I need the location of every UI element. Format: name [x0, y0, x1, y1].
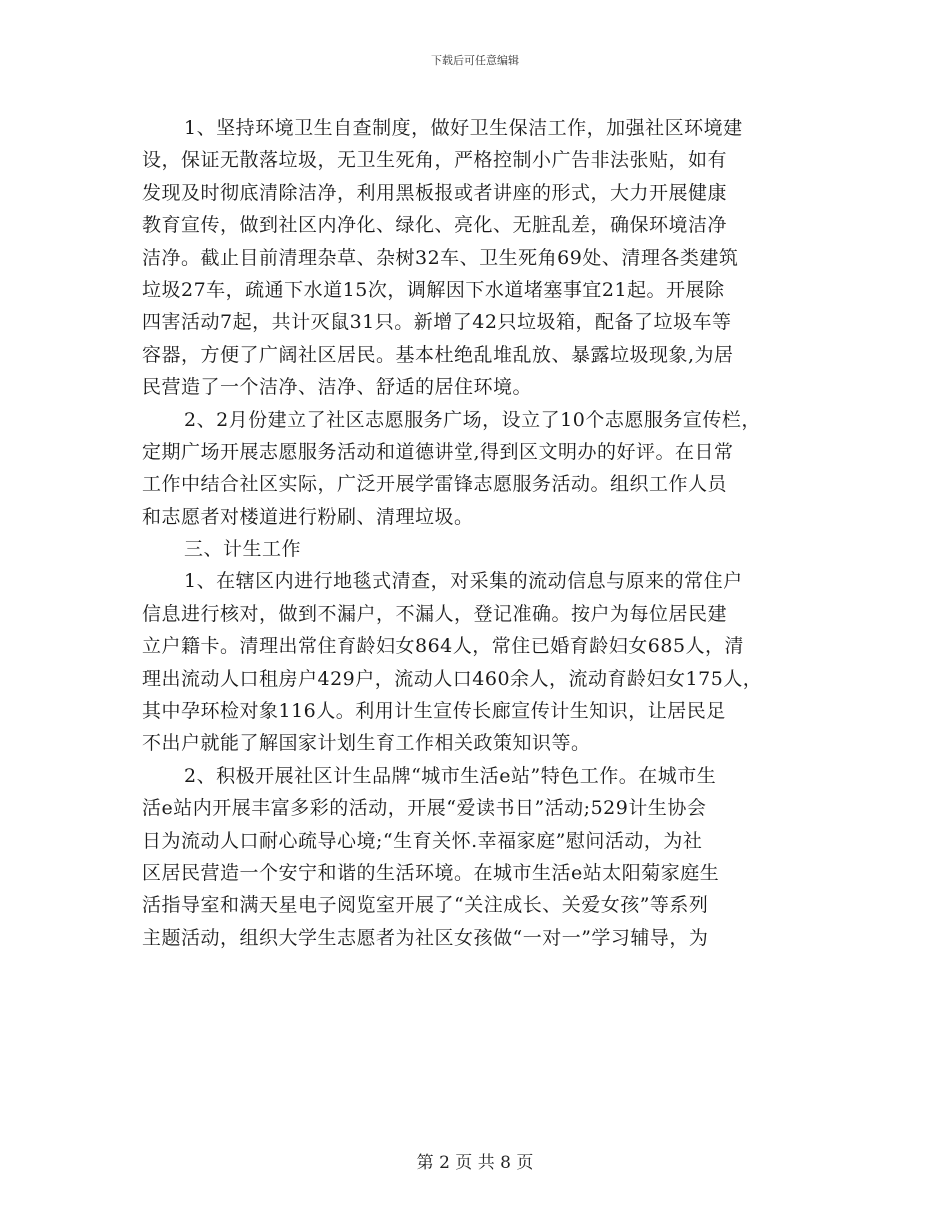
- paragraph-line: 发现及时彻底清除洁净，利用黑板报或者讲座的形式，大力开展健康: [142, 181, 728, 204]
- section-heading: 三、计生工作: [184, 538, 302, 561]
- paragraph-line: 设，保证无散落垃圾，无卫生死角，严格控制小广告非法张贴，如有: [142, 149, 728, 172]
- paragraph-line: 教育宣传，做到社区内净化、绿化、亮化、无脏乱差，确保环境洁净: [142, 214, 728, 237]
- paragraph-line: 主题活动，组织大学生志愿者为社区女孩做“一对一”学习辅导，为: [142, 926, 709, 949]
- paragraph-line: 其中孕环检对象116人。利用计生宣传长廊宣传计生知识，让居民足: [142, 700, 726, 723]
- paragraph-line: 理出流动人口租房户429户，流动人口460余人，流动育龄妇女175人，: [142, 667, 763, 690]
- paragraph-line: 1、坚持环境卫生自查制度，做好卫生保洁工作，加强社区环境建: [184, 117, 743, 139]
- page-number: 第 2 页 共 8 页: [416, 1153, 534, 1173]
- paragraph-line: 日为流动人口耐心疏导心境;“生育关怀.幸福家庭”慰问活动，为社: [142, 829, 703, 852]
- paragraph-line: 容器，方便了广阔社区居民。基本杜绝乱堆乱放、暴露垃圾现象,为居: [142, 343, 734, 366]
- document-body: [142, 112, 832, 954]
- paragraph-line: 和志愿者对楼道进行粉刷、清理垃圾。: [142, 505, 474, 528]
- paragraph-line: 洁净。截止目前清理杂草、杂树32车、卫生死角69处、清理各类建筑: [142, 246, 739, 269]
- paragraph-line: 信息进行核对，做到不漏户，不漏人，登记准确。按户为每位居民建: [142, 602, 728, 625]
- paragraph-line: 民营造了一个洁净、洁净、舒适的居住环境。: [142, 376, 533, 399]
- page-header: 下载后可任意编辑: [431, 54, 519, 67]
- paragraph-line: 垃圾27车，疏通下水道15次，调解因下水道堵塞事宜21起。开展除: [142, 278, 725, 301]
- paragraph-line: 1、在辖区内进行地毯式清查，对采集的流动信息与原来的常住户: [184, 570, 743, 593]
- paragraph-line: 活e站内开展丰富多彩的活动，开展“爱读书日”活动;529计生协会: [142, 797, 707, 820]
- paragraph-line: 四害活动7起，共计灭鼠31只。新增了42只垃圾箱，配备了垃圾车等: [142, 311, 732, 334]
- paragraph-line: 工作中结合社区实际，广泛开展学雷锋志愿服务活动。组织工作人员: [142, 473, 728, 496]
- paragraph-line: 2、积极开展社区计生品牌“城市生活e站”特色工作。在城市生: [184, 764, 717, 787]
- paragraph-line: 活指导室和满天星电子阅览室开展了“关注成长、关爱女孩”等系列: [142, 894, 709, 917]
- paragraph-line: 定期广场开展志愿服务活动和道德讲堂,得到区文明办的好评。在日常: [142, 440, 734, 463]
- paragraph-line: 不出户就能了解国家计划生育工作相关政策知识等。: [142, 732, 591, 755]
- paragraph-line: 2、2月份建立了社区志愿服务广场，设立了10个志愿服务宣传栏，: [184, 408, 761, 431]
- paragraph-line: 区居民营造一个安宁和谐的生活环境。在城市生活e站太阳菊家庭生: [142, 861, 720, 884]
- paragraph-line: 立户籍卡。清理出常住育龄妇女864人，常住已婚育龄妇女685人，清: [142, 635, 745, 658]
